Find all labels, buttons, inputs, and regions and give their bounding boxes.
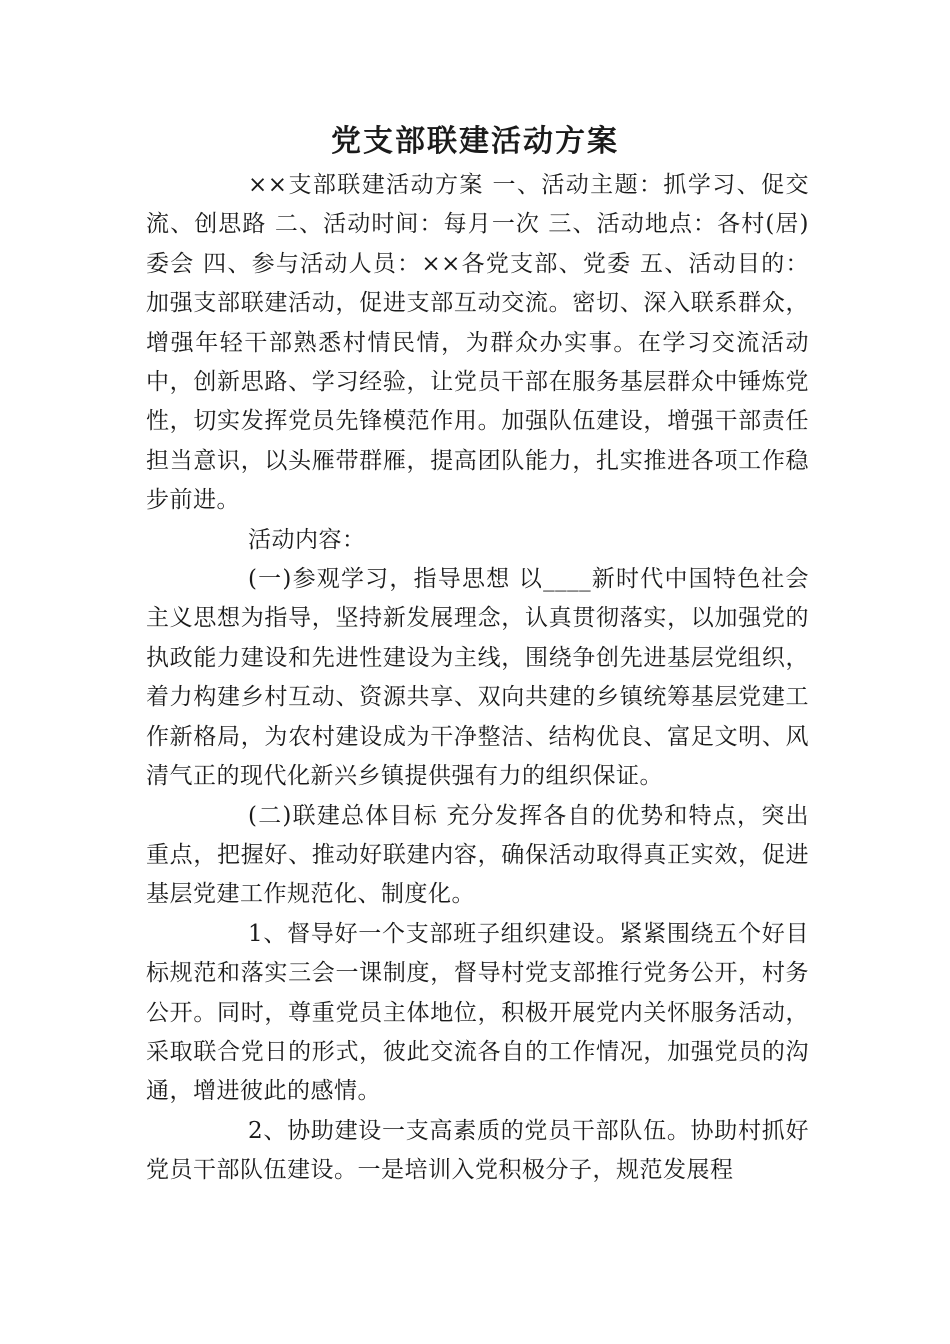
paragraph-intro: ××支部联建活动方案 一、活动主题：抓学习、促交流、创思路 二、活动时间：每月一次 三、活动地点：各村(居)委会 四、参与活动人员：××各党支部、党委 五、活动目的：加强支部联建活动，促进支部互动交流。密切、深入联系群众，增强年轻干部熟悉村情民情，为群众办实事。在学习交流活动中，创新思路、学习经验，让党员干部在服务基层群众中锤炼党性，切实发挥党员先锋模范作用。加强队伍建设，增强干部责任担当意识，以头雁带群雁，提高团队能力，扎实推进各项工作稳步前进。 (146, 172, 809, 514)
paragraph-activity-content-heading: 活动内容： (248, 526, 366, 553)
document-body (146, 166, 809, 1191)
document-title: 党支部联建活动方案 (331, 124, 619, 159)
paragraph-item-two: 2、协助建设一支高素质的党员干部队伍。协助村抓好党员干部队伍建设。一是培训入党积极分子，规范发展程 (146, 1117, 809, 1184)
paragraph-item-one: 1、督导好一个支部班子组织建设。紧紧围绕五个好目标规范和落实三会一课制度，督导村党支部推行党务公开，村务公开。同时，尊重党员主体地位，积极开展党内关怀服务活动，采取联合党日的形式，彼此交流各自的工作情况，加强党员的沟通，增进彼此的感情。 (146, 920, 809, 1105)
paragraph-section-one: (一)参观学习，指导思想 以____新时代中国特色社会主义思想为指导，坚持新发展理念，认真贯彻落实，以加强党的执政能力建设和先进性建设为主线，围绕争创先进基层党组织，着力构建乡村互动、资源共享、双向共建的乡镇统筹基层党建工作新格局，为农村建设成为干净整洁、结构优良、富足文明、风清气正的现代化新兴乡镇提供强有力的组织保证。 (146, 566, 809, 790)
paragraph-section-two: (二)联建总体目标 充分发挥各自的优势和特点，突出重点，把握好、推动好联建内容，确保活动取得真正实效，促进基层党建工作规范化、制度化。 (146, 802, 809, 908)
